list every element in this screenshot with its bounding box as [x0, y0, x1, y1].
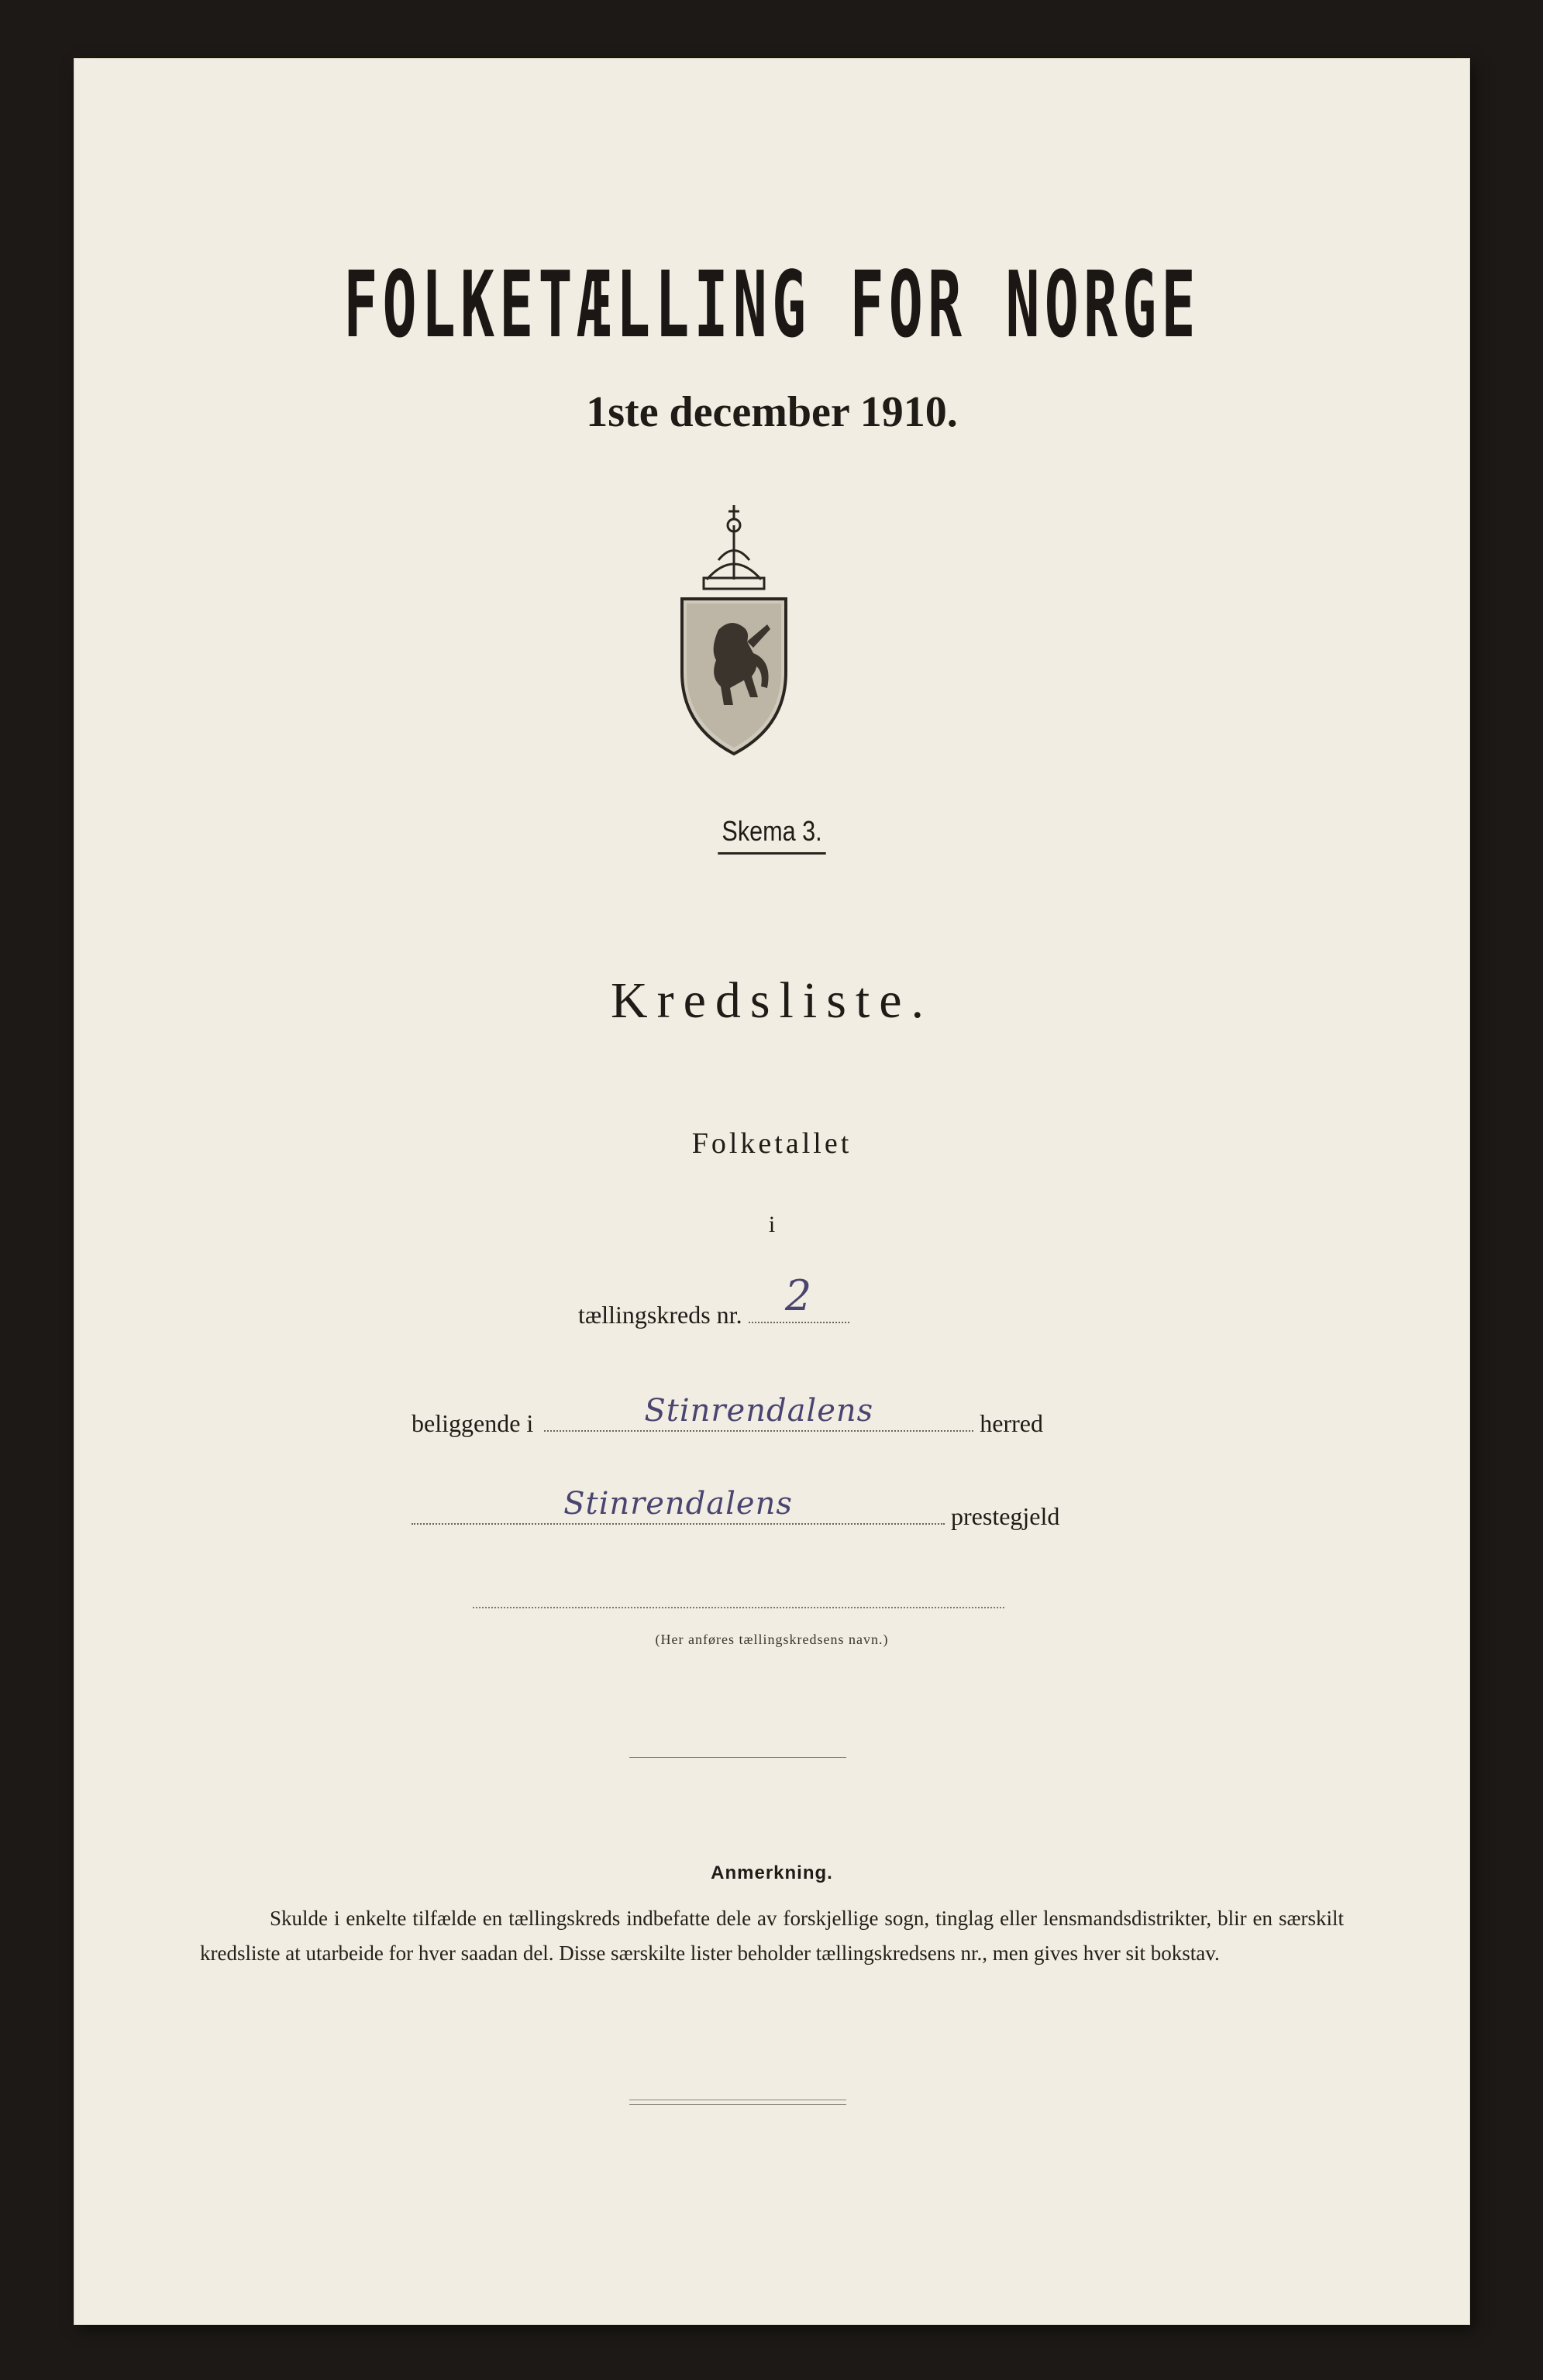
- herred-prefix: beliggende i: [412, 1409, 534, 1437]
- census-form-page: [74, 59, 1469, 2324]
- prestegjeld-field[interactable]: [412, 1486, 945, 1525]
- anmerkning-heading: Anmerkning.: [711, 1862, 833, 1883]
- i-label: i: [768, 1212, 776, 1237]
- kreds-nr-field[interactable]: [749, 1271, 849, 1323]
- herred-row: [412, 1393, 1043, 1438]
- kreds-nr-value: 2: [784, 1271, 813, 1320]
- prestegjeld-value: Stinrendalens: [563, 1486, 793, 1522]
- kreds-nr-row: [578, 1271, 849, 1329]
- herred-field[interactable]: [544, 1393, 973, 1432]
- folketallet-label: Folketallet: [691, 1127, 852, 1160]
- kreds-name-field[interactable]: [473, 1607, 1004, 1608]
- form-title: FOLKETÆLLING FOR NORGE: [343, 251, 1200, 358]
- kreds-nr-label: tællingskreds nr.: [578, 1301, 742, 1329]
- kredsliste-heading: Kredsliste.: [610, 972, 934, 1029]
- double-divider: [629, 2100, 846, 2105]
- norway-coat-of-arms-icon: [676, 494, 792, 758]
- divider: [629, 1757, 846, 1758]
- skema-label: Skema 3.: [74, 815, 1469, 855]
- herred-suffix: herred: [980, 1409, 1043, 1437]
- kreds-name-caption: (Her anføres tællingskredsens navn.): [655, 1632, 889, 1647]
- herred-value: Stinrendalens: [644, 1393, 874, 1429]
- anmerkning-text: Skulde i enkelte tilfælde en tællingskreds indbefatte dele av forskjellige sogn, tinglag eller lensmandsdistrikter, blir en særskilt kredsliste at utarbeide for hver saadan del. Disse særskilte lister beholder tællingskredsens nr., men gives hver sit bokstav.: [200, 1907, 1344, 1965]
- prestegjeld-suffix: prestegjeld: [951, 1502, 1060, 1530]
- prestegjeld-row: [412, 1486, 1060, 1531]
- census-date: 1ste december 1910.: [586, 388, 958, 436]
